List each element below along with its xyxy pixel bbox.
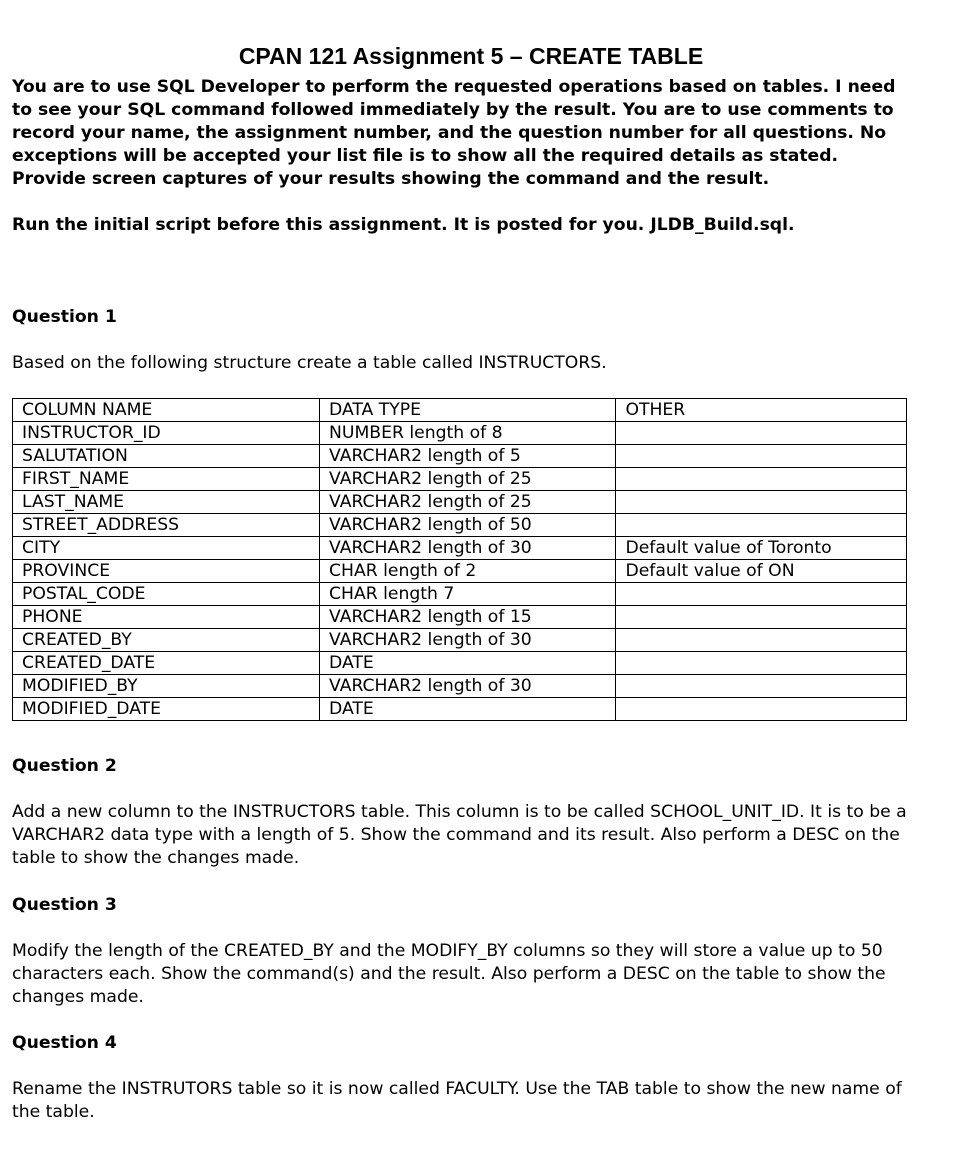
cell-other [616,652,907,675]
cell-column-name: LAST_NAME [13,491,320,514]
cell-column-name: POSTAL_CODE [13,583,320,606]
cell-data-type: VARCHAR2 length of 30 [320,537,616,560]
cell-other [616,491,907,514]
question-2-text: Add a new column to the INSTRUCTORS table. This column is to be called SCHOOL_UNIT_ID. It is to be a VARCHAR2 data type with a length of 5. Show the command and its result. Also perform a DESC on the table to show the changes made. [12,802,907,868]
cell-data-type: CHAR length of 2 [320,560,616,583]
cell-data-type: DATE [320,698,616,721]
table-row [13,583,907,606]
table-row [13,537,907,560]
table-header-row [13,399,907,422]
cell-data-type: VARCHAR2 length of 30 [320,629,616,652]
cell-column-name: SALUTATION [13,445,320,468]
cell-data-type: VARCHAR2 length of 5 [320,445,616,468]
cell-other: Default value of Toronto [616,537,907,560]
cell-other [616,675,907,698]
question-2-heading: Question 2 [12,756,117,776]
table-row [13,629,907,652]
question-4-text: Rename the INSTRUTORS table so it is now called FACULTY. Use the TAB table to show the new name of the table. [12,1079,902,1122]
cell-data-type: CHAR length 7 [320,583,616,606]
question-3-heading: Question 3 [12,895,117,915]
cell-column-name: CREATED_DATE [13,652,320,675]
table-row [13,606,907,629]
table-row [13,514,907,537]
table-row [13,560,907,583]
column-header-data-type: DATA TYPE [320,399,616,422]
instructions [12,76,912,237]
cell-other [616,422,907,445]
cell-data-type: DATE [320,652,616,675]
script-note: Run the initial script before this assignment. It is posted for you. JLDB_Build.sql. [12,215,795,235]
cell-column-name: CITY [13,537,320,560]
cell-other [616,606,907,629]
cell-column-name: PHONE [13,606,320,629]
cell-other [616,629,907,652]
cell-column-name: INSTRUCTOR_ID [13,422,320,445]
cell-other [616,698,907,721]
column-header-other: OTHER [616,399,907,422]
cell-other [616,468,907,491]
document-title: CPAN 121 Assignment 5 – CREATE TABLE [238,43,704,69]
table-row [13,422,907,445]
question-3-text: Modify the length of the CREATED_BY and the MODIFY_BY columns so they will store a value up to 50 characters each. Show the command(s) and the result. Also perform a DESC on the table to show the changes made. [12,941,886,1007]
cell-data-type: VARCHAR2 length of 25 [320,468,616,491]
table-row [13,468,907,491]
table-row [13,491,907,514]
question-4-heading: Question 4 [12,1033,117,1053]
cell-data-type: VARCHAR2 length of 25 [320,491,616,514]
cell-column-name: MODIFIED_DATE [13,698,320,721]
instructors-structure-table [12,398,907,721]
cell-data-type: VARCHAR2 length of 15 [320,606,616,629]
cell-column-name: STREET_ADDRESS [13,514,320,537]
cell-other [616,514,907,537]
cell-data-type: NUMBER length of 8 [320,422,616,445]
table-row [13,445,907,468]
cell-other: Default value of ON [616,560,907,583]
cell-column-name: MODIFIED_BY [13,675,320,698]
table-row [13,675,907,698]
question-1-heading: Question 1 [12,307,117,327]
cell-data-type: VARCHAR2 length of 30 [320,675,616,698]
cell-column-name: PROVINCE [13,560,320,583]
question-1-text: Based on the following structure create a table called INSTRUCTORS. [12,353,607,373]
column-header-column-name: COLUMN NAME [13,399,320,422]
cell-other [616,445,907,468]
cell-data-type: VARCHAR2 length of 50 [320,514,616,537]
table-row [13,652,907,675]
cell-column-name: CREATED_BY [13,629,320,652]
instructions-paragraph: You are to use SQL Developer to perform the requested operations based on tables. I need to see your SQL command followed immediately by the result. You are to use comments to record your name, the assignment number, and the question number for all questions. No exceptions will be accepted your list file is to show all the required details as stated. Provide screen captures of your results showing the command and the result. [12,77,896,189]
table-row [13,698,907,721]
cell-column-name: FIRST_NAME [13,468,320,491]
cell-other [616,583,907,606]
